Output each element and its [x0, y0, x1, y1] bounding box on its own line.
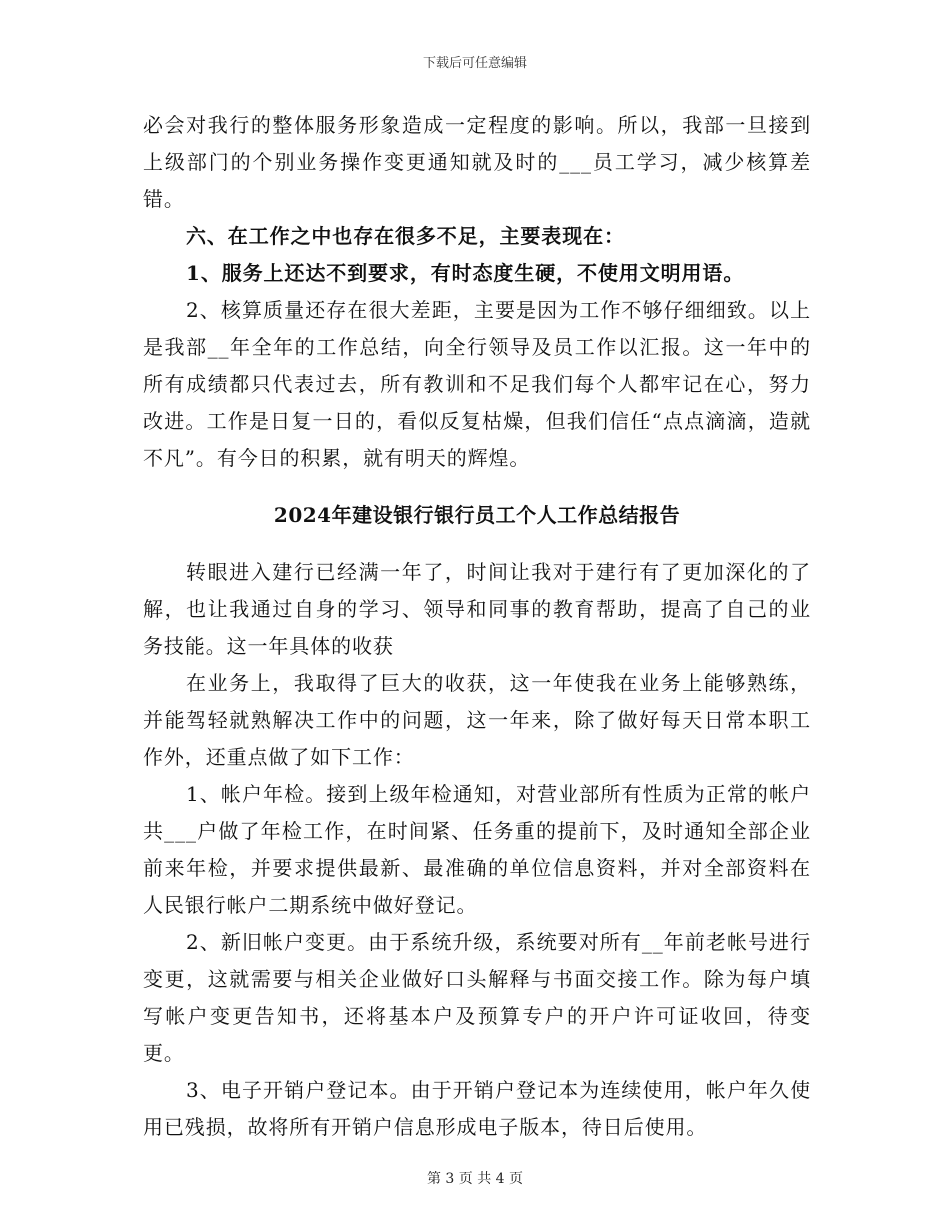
shortcoming-item-1: 1、服务上还达不到要求，有时态度生硬，不使用文明用语。 — [186, 261, 745, 285]
paragraph-continued: 必会对我行的整体服务形象造成一定程度的影响。所以，我部一旦接到上级部门的个别业务操作变更通知就及时的___员工学习，减少核算差错。 — [143, 113, 811, 211]
paragraph-intro: 转眼进入建行已经满一年了，时间让我对于建行有了更加深化的了解，也让我通过自身的学习、领导和同事的教育帮助，提高了自己的业务技能。这一年具体的收获 — [143, 560, 811, 658]
paragraph-business: 在业务上，我取得了巨大的收获，这一年使我在业务上能够熟练，并能驾轻就熟解决工作中的问题，这一年来，除了做好每天日常本职工作外，还重点做了如下工作： — [143, 671, 811, 769]
document-body — [143, 107, 811, 1146]
report-title: 2024年建设银行银行员工个人工作总结报告 — [273, 503, 681, 527]
work-item-2: 2、新旧帐户变更。由于系统升级，系统要对所有__年前老帐号进行变更，这就需要与相关企业做好口头解释与书面交接工作。除为每户填写帐户变更告知书，还将基本户及预算专户的开户许可证收回，待变更。 — [143, 930, 811, 1065]
section-heading-shortcomings: 六、在工作之中也存在很多不足，主要表现在： — [186, 224, 625, 248]
work-item-3: 3、电子开销户登记本。由于开销户登记本为连续使用，帐户年久使用已残损，故将所有开销户信息形成电子版本，待日后使用。 — [143, 1078, 811, 1139]
shortcoming-item-2: 2、核算质量还存在很大差距，主要是因为工作不够仔细细致。以上是我部__年全年的工作总结，向全行领导及员工作以汇报。这一年中的所有成绩都只代表过去，所有教训和不足我们每个人都牢记在心，努力改进。工作是日复一日的，看似反复枯燥，但我们信任“点点滴滴，造就不凡”。有今日的积累，就有明天的辉煌。 — [143, 298, 811, 470]
page-header-note: 下载后可任意编辑 — [422, 56, 527, 71]
page-number: 第 3 页 共 4 页 — [426, 1171, 524, 1187]
work-item-1: 1、帐户年检。接到上级年检通知，对营业部所有性质为正常的帐户共___户做了年检工作，在时间紧、任务重的提前下，及时通知全部企业前来年检，并要求提供最新、最准确的单位信息资料，并对全部资料在人民银行帐户二期系统中做好登记。 — [143, 782, 811, 917]
